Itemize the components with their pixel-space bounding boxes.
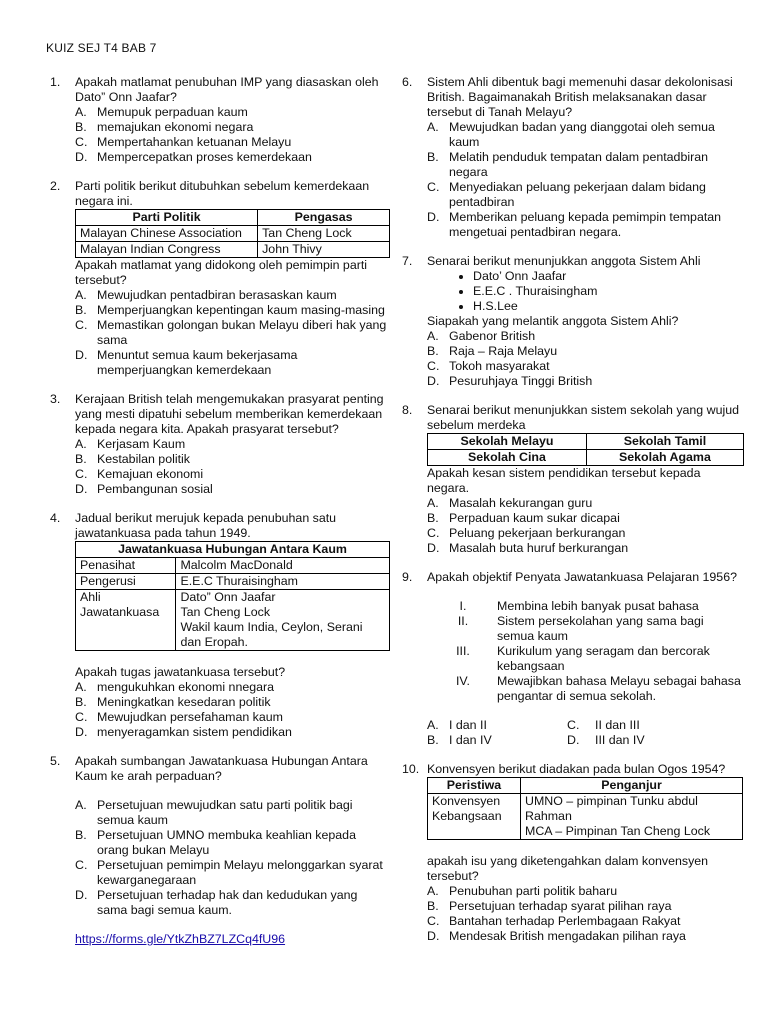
left-column (50, 75, 390, 947)
option-a: A. mengukuhkan ekonomi nnegara (75, 680, 275, 694)
option-d-letter: D. (567, 733, 580, 747)
statement-i: I. Membina lebih banyak pusat bahasa (459, 599, 699, 613)
statement-ii: II. Sistem persekolahan yang sama bagi semua kaum (457, 614, 704, 643)
table-header: Peristiwa (428, 778, 521, 794)
question-text: Kerajaan British telah mengemukakan prasyarat penting yang mesti dipatuhi sebelum memberikan kemerdekaan kepada negara kita. Apakah prasyarat tersebut? (75, 392, 384, 436)
option-b: B. Memperjuangkan kepentingan kaum masing-masing (75, 303, 385, 317)
konvensyen-table (427, 777, 743, 840)
table-row: Ahli Jawatankuasa Dato” Onn Jaafar Tan Cheng Lock Wakil kaum India, Ceylon, Serani dan Eropah. (76, 590, 390, 651)
question-prompt: Apakah tugas jawatankuasa tersebut? (75, 665, 286, 679)
question-prompt: Apakah matlamat yang didokong oleh pemimpin parti tersebut? (75, 258, 368, 287)
question-text: Apakah objektif Penyata Jawatankuasa Pelajaran 1956? (427, 570, 737, 584)
option-c: C. Kemajuan ekonomi (75, 467, 204, 481)
answer-row (427, 718, 744, 733)
question-text: Apakah matlamat penubuhan IMP yang diasaskan oleh Dato” Onn Jaafar? (75, 75, 379, 104)
question-6 (402, 75, 744, 240)
option-b: B. Kestabilan politik (75, 452, 190, 466)
question-9 (402, 570, 744, 748)
question-number: 8. (402, 403, 413, 417)
option-c: C. Mewujudkan persefahaman kaum (75, 710, 283, 724)
member-item: Tan Cheng Lock (180, 605, 271, 619)
table-row: Pengerusi E.E.C Thuraisingham (76, 574, 390, 590)
member-item: Dato” Onn Jaafar (180, 590, 276, 604)
option-d: D. menyeragamkan sistem pendidikan (75, 725, 292, 739)
option-b-letter: B. (427, 733, 439, 747)
statement-iv: IV. Mewajibkan bahasa Melayu sebagai bahasa pengantar di semua sekolah. (455, 674, 741, 703)
option-a: A. Persetujuan mewujudkan satu parti politik bagi semua kaum (75, 798, 353, 827)
sekolah-table (427, 433, 744, 466)
option-b: B. Meningkatkan kesedaran politik (75, 695, 271, 709)
option-a: A. Memupuk perpaduan kaum (75, 105, 248, 119)
table-row: Konvensyen Kebangsaan UMNO – pimpinan Tunku abdul Rahman MCA – Pimpinan Tan Cheng Lock (428, 794, 743, 840)
question-text: Parti politik berikut ditubuhkan sebelum kemerdekaan negara ini. (75, 179, 370, 208)
table-header: Parti Politik (76, 210, 258, 226)
list-item: • Dato’ Onn Jaafar (473, 269, 744, 284)
statement-iii: III. Kurikulum yang seragam dan bercorak kebangsaan (456, 644, 710, 673)
question-number: 9. (402, 570, 413, 584)
option-b: B. Raja – Raja Melayu (427, 344, 558, 358)
question-10 (402, 762, 744, 944)
question-prompt: Siapakah yang melantik anggota Sistem Ahli? (427, 314, 679, 328)
option-c: C. Bantahan terhadap Perlembagaan Rakyat (427, 914, 681, 928)
question-text: Jadual berikut merujuk kepada penubuhan satu jawatankuasa pada tahun 1949. (75, 511, 337, 540)
option-d: D. Pesuruhjaya Tinggi British (427, 374, 593, 388)
option-b: B. Persetujuan terhadap syarat pilihan raya (427, 899, 672, 913)
list-item: • E.E.C . Thuraisingham (473, 284, 744, 299)
option-c: C. Tokoh masyarakat (427, 359, 550, 373)
question-number: 1. (50, 75, 61, 89)
option-c: C. Persetujuan pemimpin Melayu melonggarkan syarat kewarganegaraan (75, 858, 383, 887)
option-d: D. Mempercepatkan proses kemerdekaan (75, 150, 312, 164)
question-number: 5. (50, 754, 61, 768)
question-number: 4. (50, 511, 61, 525)
page-title: KUIZ SEJ T4 BAB 7 (46, 41, 157, 55)
option-b-text: I dan IV (449, 733, 492, 747)
option-c-text: II dan III (595, 718, 640, 732)
right-column (402, 75, 744, 944)
question-text: Konvensyen berikut diadakan pada bulan Ogos 1954? (427, 762, 726, 776)
anggota-list (427, 269, 744, 314)
option-a: A. Gabenor British (427, 329, 536, 343)
question-7 (402, 254, 744, 389)
table-title: Jawatankuasa Hubungan Antara Kaum (76, 542, 390, 558)
table-row: Penasihat Malcolm MacDonald (76, 558, 390, 574)
option-c: C. Menyediakan peluang pekerjaan dalam bidang pentadbiran (427, 180, 706, 209)
table-row: Malayan Indian Congress John Thivy (76, 242, 390, 258)
jawatankuasa-table (75, 541, 390, 651)
option-a-text: I dan II (449, 718, 487, 732)
table-header: Pengasas (258, 210, 390, 226)
option-d: D. Pembangunan sosial (75, 482, 213, 496)
option-c-letter: C. (567, 718, 580, 732)
question-prompt: Apakah kesan sistem pendidikan tersebut kepada negara. (427, 466, 701, 495)
table-row: Sekolah Melayu Sekolah Tamil (428, 434, 744, 450)
option-a: A. Mewujudkan pentadbiran berasaskan kaum (75, 288, 337, 302)
table-row: Malayan Chinese Association Tan Cheng Lock (76, 226, 390, 242)
option-b: B. Perpaduan kaum sukar dicapai (427, 511, 620, 525)
question-number: 7. (402, 254, 413, 268)
table-row: Sekolah Cina Sekolah Agama (428, 450, 744, 466)
question-number: 3. (50, 392, 61, 406)
question-1 (50, 75, 390, 165)
question-5 (50, 754, 390, 947)
question-3 (50, 392, 390, 497)
organizer-item: MCA – Pimpinan Tan Cheng Lock (525, 824, 711, 838)
option-d: D. Memberikan peluang kepada pemimpin tempatan mengetuai pentadbiran negara. (427, 210, 722, 239)
option-d: D. Persetujuan terhadap hak dan kedudukan yang sama bagi semua kaum. (75, 888, 358, 917)
question-8 (402, 403, 744, 556)
question-number: 6. (402, 75, 413, 89)
member-item: Wakil kaum India, Ceylon, Serani dan Eropah. (180, 620, 363, 649)
option-d: D. Masalah buta huruf berkurangan (427, 541, 629, 555)
option-b: B. Persetujuan UMNO membuka keahlian kepada orang bukan Melayu (75, 828, 356, 857)
question-text: Apakah sumbangan Jawatankuasa Hubungan Antara Kaum ke arah perpaduan? (75, 754, 368, 783)
organizer-item: UMNO – pimpinan Tunku abdul Rahman (525, 794, 698, 823)
option-d-text: III dan IV (595, 733, 645, 747)
question-4 (50, 511, 390, 740)
google-form-link[interactable]: https://forms.gle/YtkZhBZ7LZCq4fU96 (75, 932, 286, 946)
option-a-letter: A. (427, 718, 439, 732)
option-d: D. Menuntut semua kaum bekerjasama memperjuangkan kemerdekaan (75, 348, 298, 377)
option-b: B. Melatih penduduk tempatan dalam pentadbiran negara (427, 150, 709, 179)
option-d: D. Mendesak British mengadakan pilihan raya (427, 929, 686, 943)
option-c: C. Peluang pekerjaan berkurangan (427, 526, 626, 540)
question-number: 10. (402, 762, 420, 776)
option-a: A. Kerjasam Kaum (75, 437, 186, 451)
option-b: B. memajukan ekonomi negara (75, 120, 254, 134)
parti-politik-table (75, 209, 390, 258)
question-2 (50, 179, 390, 378)
option-a: A. Penubuhan parti politik baharu (427, 884, 618, 898)
option-a: A. Masalah kekurangan guru (427, 496, 593, 510)
option-c: C. Mempertahankan ketuanan Melayu (75, 135, 292, 149)
answer-row (427, 733, 744, 748)
table-header: Penganjur (521, 778, 743, 794)
question-text: Senarai berikut menunjukkan sistem sekolah yang wujud sebelum merdeka (427, 403, 740, 432)
question-number: 2. (50, 179, 61, 193)
question-prompt: apakah isu yang diketengahkan dalam konvensyen tersebut? (427, 854, 709, 883)
option-a: A. Mewujudkan badan yang dianggotai oleh semua kaum (427, 120, 715, 149)
question-text: Sistem Ahli dibentuk bagi memenuhi dasar dekolonisasi British. Bagaimanakah British melaksanakan dasar tersebut di Tanah Melayu? (427, 75, 733, 119)
question-text: Senarai berikut menunjukkan anggota Sistem Ahli (427, 254, 701, 268)
list-item: • H.S.Lee (473, 299, 744, 314)
option-c: C. Memastikan golongan bukan Melayu diberi hak yang sama (75, 318, 387, 347)
